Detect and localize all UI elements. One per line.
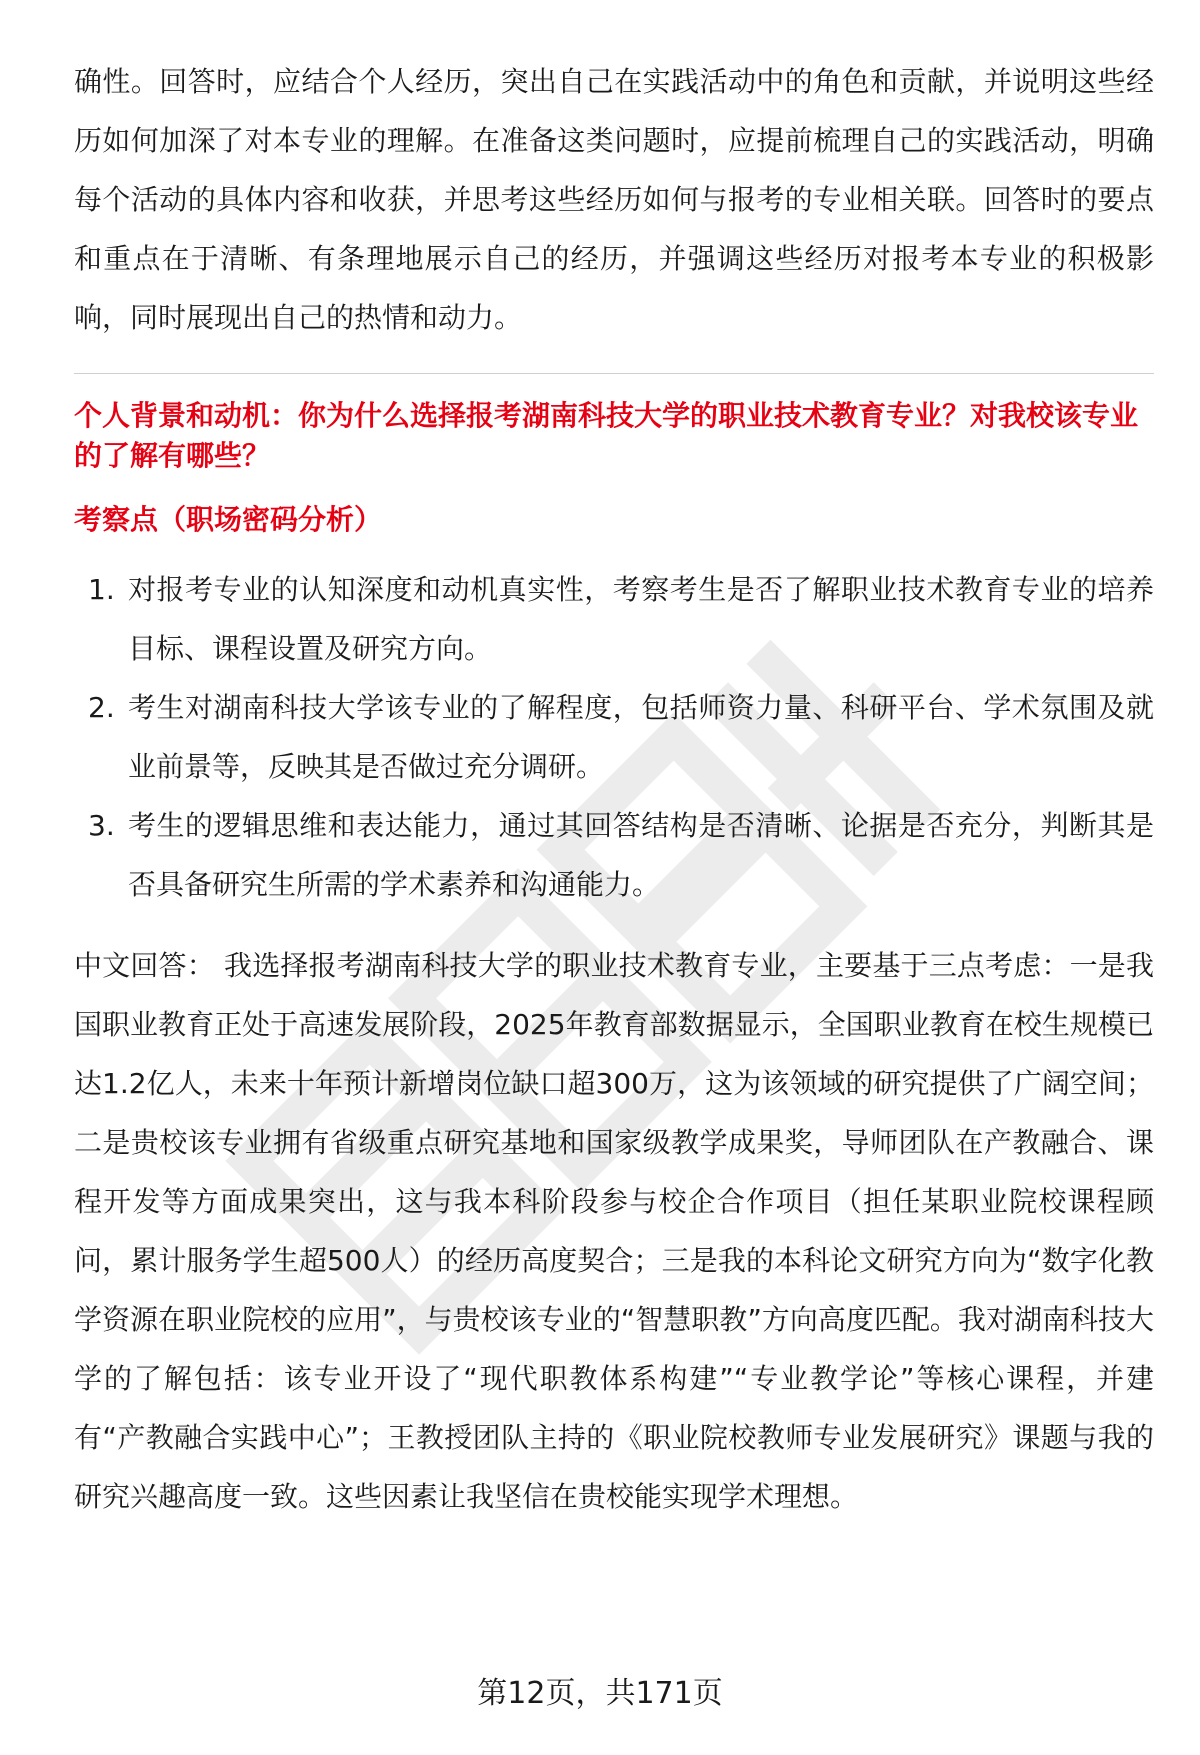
answer-paragraph: 中文回答： 我选择报考湖南科技大学的职业技术教育专业，主要基于三点考虑：一是我国职业教育正处于高速发展阶段，2025年教育部数据显示，全国职业教育在校生规模已达1.2亿人，未来十年预计新增岗位缺口超300万，这为该领域的研究提供了广阔空间；二是贵校该专业拥有省级重点研究基地和国家级教学成果奖，导师团队在产教融合、课程开发等方面成果突出，这与我本科阶段参与校企合作项目（担任某职业院校课程顾问，累计服务学生超500人）的经历高度契合；三是我的本科论文研究方向为“数字化教学资源在职业院校的应用”，与贵校该专业的“智慧职教”方向高度匹配。我对湖南科技大学的了解包括：该专业开设了“现代职教体系构建”“专业教学论”等核心课程，并建有“产教融合实践中心”；王教授团队主持的《职业院校教师专业发展研究》课题与我的研究兴趣高度一致。这些因素让我坚信在贵校能实现学术理想。 <box>74 949 1154 1513</box>
list-item-text: 对报考专业的认知深度和动机真实性，考察考生是否了解职业技术教育专业的培养目标、课程设置及研究方向。 <box>128 573 1154 665</box>
list-item-text: 考生的逻辑思维和表达能力，通过其回答结构是否清晰、论据是否充分，判断其是否具备研究生所需的学术素养和沟通能力。 <box>128 809 1154 901</box>
assessment-points-list <box>74 560 1154 914</box>
list-item-number: 1. <box>88 573 115 606</box>
assessment-points-heading: 考察点（职场密码分析） <box>74 503 383 536</box>
question-heading: 个人背景和动机：你为什么选择报考湖南科技大学的职业技术教育专业？对我校该专业的了解有哪些？ <box>74 399 1139 472</box>
list-item-text: 考生对湖南科技大学该专业的了解程度，包括师资力量、科研平台、学术氛围及就业前景等，反映其是否做过充分调研。 <box>128 691 1154 783</box>
list-item-number: 3. <box>88 809 115 842</box>
intro-paragraph: 确性。回答时，应结合个人经历，突出自己在实践活动中的角色和贡献，并说明这些经历如何加深了对本专业的理解。在准备这类问题时，应提前梳理自己的实践活动，明确每个活动的具体内容和收获，并思考这些经历如何与报考的专业相关联。回答时的要点和重点在于清晰、有条理地展示自己的经历，并强调这些经历对报考本专业的积极影响，同时展现出自己的热情和动力。 <box>74 65 1154 334</box>
list-item-number: 2. <box>88 691 115 724</box>
list-item <box>74 678 1154 796</box>
main-content <box>74 52 1154 1526</box>
list-item <box>74 796 1154 914</box>
list-item <box>74 560 1154 678</box>
page-number-footer: 第12页，共171页 <box>477 1676 723 1711</box>
section-divider <box>74 373 1154 374</box>
